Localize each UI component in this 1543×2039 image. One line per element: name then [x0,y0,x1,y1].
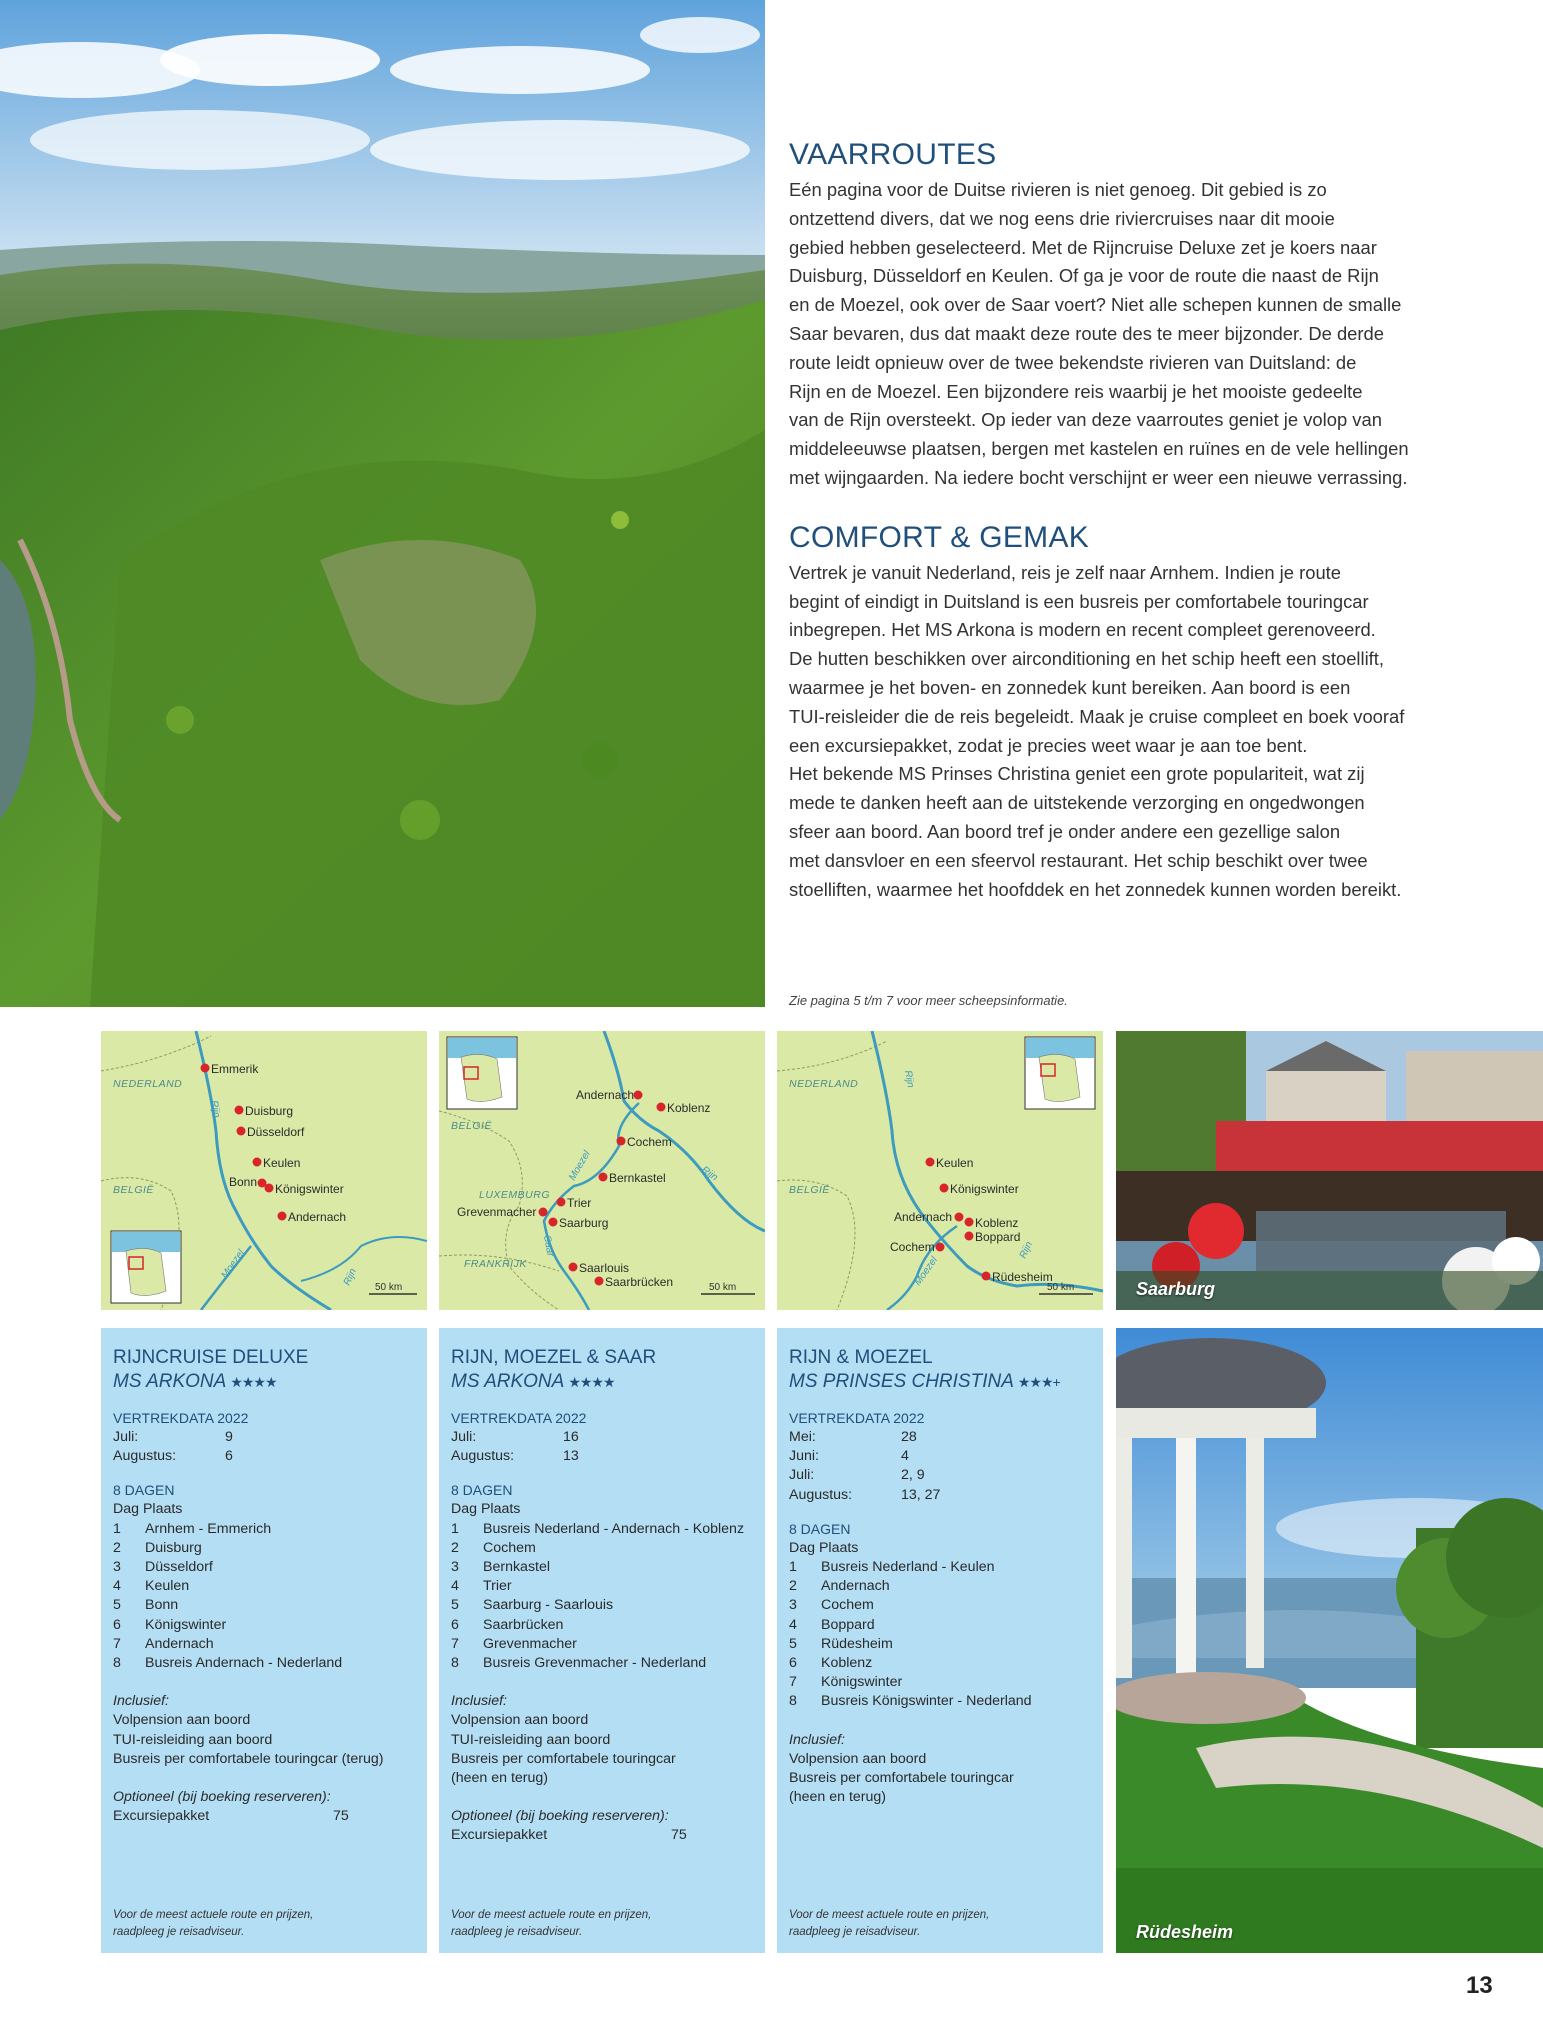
map1-label-keulen: Keulen [263,1156,301,1170]
box-footnote: Voor de meest actuele route en prijzen, raadpleeg je reisadviseur. [113,1909,314,1938]
date-row: Augustus: 13 [451,1448,579,1465]
dates-heading: VERTREKDATA 2022 [789,1410,925,1426]
inclusive-item: TUI-reisleiding aan boord [113,1731,273,1748]
day-row: 8 Busreis Andernach - Nederland [113,1655,343,1672]
map3-dot-andernach [955,1213,964,1222]
day-row: 4 Keulen [113,1578,190,1595]
map1-scale: 50 km [375,1282,403,1293]
date-row: Juli: 9 [113,1429,233,1445]
day-row: 5 Rüdesheim [789,1635,893,1652]
map3-label-andernach: Andernach [894,1210,953,1224]
cruise-title: RIJN & MOEZEL [789,1347,933,1368]
section-body-vaarroutes: Eén pagina voor de Duitse rivieren is niet genoeg. Dit gebied is zo ontzettend divers, dat we nog eens drie riviercruises naar dit mooie gebied hebben geselecteerd. Met de Rijncruise Deluxe zet je koers naar Duisburg, Düsseldorf en Keulen. Of ga je voor de route die naast de Rijn en de Moezel, ook over de Saar voert? Niet alle schepen kunnen de smalle Saar bevaren, dus dat maakt deze route des te meer bijzonder. De derde route leidt opnieuw over de twee bekendste rivieren van Duitsland: de Rijn en de Moezel. Een bijzondere reis waarbij je het mooiste gedeelte van de Rijn oversteekt. Op ieder van deze vaarroutes geniet je volop van middeleeuwse plaatsen, bergen met kastelen en ruïnes en de vele hellingen met wijngaarden. Na iedere bocht verschijnt er weer een nieuwe verrassing. [789,179,1409,488]
optional-item: Excursiepakket 75 [113,1808,349,1825]
day-row: 1 Busreis Nederland - Keulen [789,1559,995,1576]
optional-heading: Optioneel (bij boeking reserveren): [451,1808,669,1825]
inclusive-item: Busreis per comfortabele touringcar [451,1750,676,1767]
section-heading-comfort: COMFORT & GEMAK [789,520,1090,554]
photo-saarburg [1116,1031,1543,1310]
map2-label-saarbrucken: Saarbrücken [605,1275,674,1289]
map3-river-rijn2: Rijn [1017,1239,1036,1261]
map1-inset-germany [111,1231,181,1303]
days-heading: 8 DAGEN [451,1482,513,1499]
day-row: 1 Arnhem - Emmerich [113,1520,272,1537]
day-row: 2 Andernach [789,1578,890,1595]
day-row: 3 Cochem [789,1597,874,1614]
day-row: 7 Grevenmacher [451,1635,577,1652]
map3-label-cochem: Cochem [890,1240,935,1254]
day-row: 3 Bernkastel [451,1559,551,1576]
map2-label-saarlouis: Saarlouis [579,1261,630,1275]
map1-dot-konigswinter [265,1184,274,1193]
day-row: 7 Königswinter [789,1674,903,1691]
star-rating-icon: ★★★★ [230,1374,277,1390]
map2-dot-grevenmacher [539,1208,548,1217]
map2-label-bernkastel: Bernkastel [609,1171,666,1185]
cruise-ship: MS ARKONA ★★★★ [113,1371,277,1392]
map1-dot-keulen [253,1158,262,1167]
route-map-rijn-moezel [777,1031,1103,1310]
map3-label-boppard: Boppard [975,1230,1021,1244]
day-row: 4 Trier [451,1578,512,1595]
photo-rudesheim [1116,1328,1543,1953]
box-footnote: Voor de meest actuele route en prijzen, raadpleeg je reisadviseur. [451,1909,652,1938]
route-map-rijn-moezel-saar [439,1031,765,1310]
map2-label-saarburg: Saarburg [559,1216,609,1230]
map2-river-moezel: Moezel [567,1149,593,1183]
inclusive-heading: Inclusief: [113,1693,169,1710]
map1-label-emmerik: Emmerik [211,1062,259,1076]
day-row: 5 Saarburg - Saarlouis [451,1597,614,1614]
date-row: Mei: 28 [789,1429,917,1445]
map3-label-rudesheim: Rüdesheim [992,1270,1053,1284]
map1-label-konigswinter: Königswinter [275,1182,344,1196]
map3-dot-boppard [965,1232,974,1241]
day-row: 2 Cochem [451,1539,536,1556]
caption-saarburg: Saarburg [1136,1279,1216,1299]
map2-dot-andernach [634,1091,643,1100]
map2-inset-germany [447,1037,517,1109]
map3-dot-keulen [926,1158,935,1167]
date-row: Juni: 4 [789,1448,909,1465]
map2-dot-saarburg [549,1218,558,1227]
days-heading: 8 DAGEN [113,1482,175,1499]
date-row: Augustus: 13, 27 [789,1486,941,1503]
map3-dot-konigswinter [940,1184,949,1193]
map2-dot-saarlouis [569,1263,578,1272]
inclusive-item: Volpension aan boord [789,1750,927,1767]
date-row: Juli: 2, 9 [789,1467,925,1484]
section-body-comfort: Vertrek je vanuit Nederland, reis je zelf naar Arnhem. Indien je route begint of eindigt in Duitsland is een busreis per comfortabele touringcar inbegrepen. Het MS Arkona is modern en recent compleet gerenoveerd. De hutten beschikken over airconditioning en het schip heeft een stoellift, waarmee je het boven- en zonnedek kunt bereiken. Aan boord is een TUI-reisleider die de reis begeleidt. Maak je cruise compleet en boek vooraf een excursiepakket, zodat je precies weet waar je aan toe bent. Het bekende MS Prinses Christina geniet een grote populariteit, wat zij mede te danken heeft aan de uitstekende verzorging en ongedwongen sfeer aan boord. Aan boord tref je onder andere een gezellige salon met dansvloer en een sfeervol restaurant. Het schip beschikt over twee stoelliften, waarmee het hoofddek en het zonnedek kunnen worden bereikt. [789,561,1405,900]
map2-country-be: BELGIË [451,1120,492,1132]
days-header: Dag Plaats [451,1501,521,1518]
map3-country-nl: NEDERLAND [789,1078,859,1090]
map2-dot-trier [557,1198,566,1207]
map2-scale: 50 km [709,1282,737,1293]
dates-heading: VERTREKDATA 2022 [451,1410,587,1426]
map1-dot-emmerik [201,1064,210,1073]
map3-dot-rudesheim [982,1272,991,1281]
day-row: 4 Boppard [789,1616,875,1633]
optional-heading: Optioneel (bij boeking reserveren): [113,1789,331,1806]
map1-river-rijn: Rijn [208,1099,222,1119]
inclusive-item: (heen en terug) [789,1789,887,1806]
map2-country-fr: FRANKRIJK [464,1258,527,1270]
map3-country-be: BELGIË [789,1184,830,1196]
map1-dot-andernach [278,1212,287,1221]
map2-river-saar: Saar [541,1234,556,1258]
map1-dot-duisburg [235,1106,244,1115]
day-row: 8 Busreis Grevenmacher - Nederland [451,1655,707,1672]
inclusive-item: Busreis per comfortabele touringcar [789,1770,1014,1787]
inclusive-heading: Inclusief: [451,1693,507,1710]
section-heading-vaarroutes: VAARROUTES [789,138,997,171]
page-number: 13 [1466,1972,1493,1999]
map2-label-cochem: Cochem [627,1135,672,1149]
star-rating-icon: ★★★+ [1017,1374,1060,1390]
day-row: 2 Duisburg [113,1539,202,1556]
date-row: Juli: 16 [451,1429,579,1445]
map1-dot-dusseldorf [237,1127,246,1136]
map3-dot-koblenz [965,1218,974,1227]
inclusive-item: TUI-reisleiding aan boord [451,1731,611,1748]
day-row: 7 Andernach [113,1635,214,1652]
map1-country-nl: NEDERLAND [113,1078,183,1090]
date-row: Augustus: 6 [113,1448,233,1465]
day-row: 8 Busreis Königswinter - Nederland [789,1693,1032,1710]
caption-rudesheim: Rüdesheim [1136,1922,1234,1942]
cruise-title: RIJNCRUISE DELUXE [113,1347,309,1368]
optional-item: Excursiepakket 75 [451,1827,687,1844]
ship-info-note: Zie pagina 5 t/m 7 voor meer scheepsinformatie. [789,993,1068,1008]
map3-scale: 50 km [1047,1282,1075,1293]
day-row: 6 Saarbrücken [451,1616,564,1633]
cruise-box-rijn-moezel-saar [439,1328,765,1953]
day-row: 6 Königswinter [113,1616,227,1633]
map1-river-moezel: Moezel [219,1247,247,1281]
text-column [789,138,1489,904]
day-row: 1 Busreis Nederland - Andernach - Koblenz [451,1520,745,1537]
map2-dot-koblenz [657,1103,666,1112]
hero-photo-valley [0,0,765,1007]
days-heading: 8 DAGEN [789,1520,851,1537]
map2-river-rijn: Rijn [699,1164,720,1184]
cruise-ship: MS PRINSES CHRISTINA ★★★+ [789,1371,1060,1392]
map3-label-konigswinter: Königswinter [950,1182,1019,1196]
day-row: 5 Bonn [113,1597,179,1614]
day-row: 6 Koblenz [789,1655,873,1672]
map2-label-koblenz: Koblenz [667,1101,711,1115]
inclusive-item: Volpension aan boord [451,1712,589,1729]
map2-label-grevenmacher: Grevenmacher [457,1205,537,1219]
route-map-rijncruise [101,1031,427,1310]
days-header: Dag Plaats [113,1501,183,1518]
map1-label-duisburg: Duisburg [245,1104,294,1118]
cruise-title: RIJN, MOEZEL & SAAR [451,1347,657,1368]
map2-label-trier: Trier [567,1196,592,1210]
inclusive-item: Busreis per comfortabele touringcar (terug) [113,1750,384,1767]
map2-dot-bernkastel [599,1173,608,1182]
map3-river-moezel: Moezel [912,1254,940,1288]
day-row: 3 Düsseldorf [113,1559,213,1576]
cruise-box-rijncruise [101,1328,427,1953]
days-header: Dag Plaats [789,1539,859,1556]
map3-label-koblenz: Koblenz [975,1216,1019,1230]
map1-label-bonn: Bonn [229,1175,258,1189]
map3-river-rijn: Rijn [902,1069,916,1089]
box-footnote: Voor de meest actuele route en prijzen, raadpleeg je reisadviseur. [789,1909,990,1938]
star-rating-icon: ★★★★ [568,1374,615,1390]
map2-label-andernach: Andernach [576,1088,635,1102]
map3-label-keulen: Keulen [936,1156,974,1170]
map2-dot-cochem [617,1137,626,1146]
map1-country-be: BELGIË [113,1184,154,1196]
map1-label-dusseldorf: Düsseldorf [247,1125,305,1139]
inclusive-item: (heen en terug) [451,1770,549,1787]
map3-inset-germany [1025,1037,1095,1109]
map2-dot-saarbrucken [595,1277,604,1286]
map2-country-lu: LUXEMBURG [479,1189,551,1201]
map1-label-andernach: Andernach [288,1210,347,1224]
inclusive-item: Volpension aan boord [113,1712,251,1729]
cruise-ship: MS ARKONA ★★★★ [451,1371,615,1392]
dates-heading: VERTREKDATA 2022 [113,1410,249,1426]
cruise-box-rijn-moezel [777,1328,1103,1953]
inclusive-heading: Inclusief: [789,1731,845,1748]
map1-river-rijn2: Rijn [341,1266,360,1288]
map3-dot-cochem [936,1243,945,1252]
